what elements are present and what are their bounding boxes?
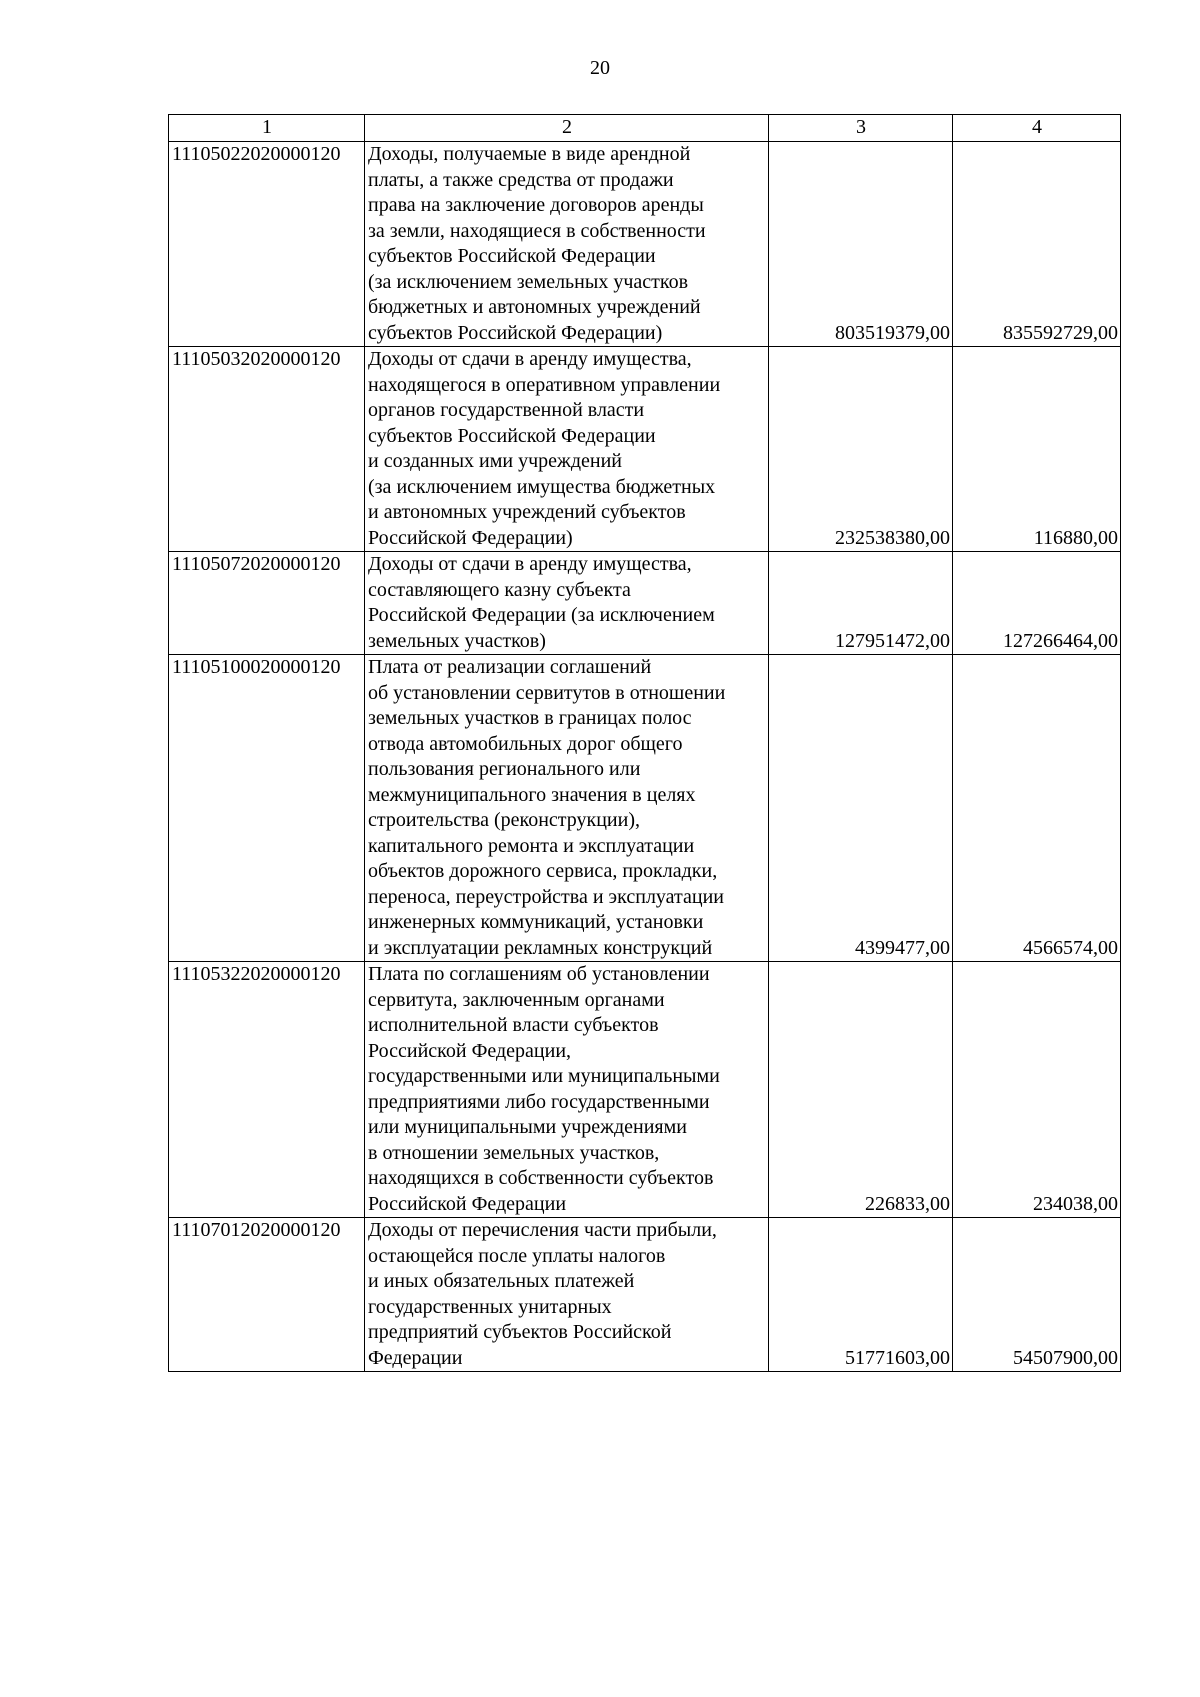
column-header-4: 4: [953, 115, 1121, 142]
table-row: [169, 962, 1121, 1218]
amount-column-3: 803519379,00: [769, 142, 953, 347]
amount-column-4: 54507900,00: [953, 1218, 1121, 1372]
table-row: [169, 347, 1121, 552]
amount-column-4: 4566574,00: [953, 655, 1121, 962]
revenue-code: 11107012020000120: [169, 1218, 365, 1372]
revenue-code: 11105022020000120: [169, 142, 365, 347]
revenue-name: Доходы от сдачи в аренду имущества, находящегося в оперативном управлении органов государственной власти субъектов Российской Федерации и созданных ими учреждений (за исключением имущества бюджетных и автономных учреждений субъектов Российской Федерации): [365, 347, 769, 552]
revenue-table: [168, 114, 1121, 1372]
page-number: 20: [590, 57, 610, 79]
column-header-3: 3: [769, 115, 953, 142]
amount-column-3: 4399477,00: [769, 655, 953, 962]
column-header-1: 1: [169, 115, 365, 142]
revenue-code: 11105100020000120: [169, 655, 365, 962]
table-header-row: [169, 115, 1121, 142]
revenue-code: 11105322020000120: [169, 962, 365, 1218]
revenue-name: Плата по соглашениям об установлении сервитута, заключенным органами исполнительной власти субъектов Российской Федерации, государственными или муниципальными предприятиями либо государственными или муниципальными учреждениями в отношении земельных участков, находящихся в собственности субъектов Российской Федерации: [365, 962, 769, 1218]
amount-column-3: 226833,00: [769, 962, 953, 1218]
column-header-2: 2: [365, 115, 769, 142]
revenue-code: 11105072020000120: [169, 552, 365, 655]
table-row: [169, 142, 1121, 347]
amount-column-4: 234038,00: [953, 962, 1121, 1218]
revenue-name: Доходы от перечисления части прибыли, остающейся после уплаты налогов и иных обязательных платежей государственных унитарных предприятий субъектов Российской Федерации: [365, 1218, 769, 1372]
amount-column-3: 51771603,00: [769, 1218, 953, 1372]
amount-column-4: 835592729,00: [953, 142, 1121, 347]
amount-column-4: 116880,00: [953, 347, 1121, 552]
revenue-name: Плата от реализации соглашений об установлении сервитутов в отношении земельных участков в границах полос отвода автомобильных дорог общего пользования регионального или межмуниципального значения в целях строительства (реконструкции), капитального ремонта и эксплуатации объектов дорожного сервиса, прокладки, переноса, переустройства и эксплуатации инженерных коммуникаций, установки и эксплуатации рекламных конструкций: [365, 655, 769, 962]
table-row: [169, 655, 1121, 962]
revenue-name: Доходы от сдачи в аренду имущества, составляющего казну субъекта Российской Федерации (за исключением земельных участков): [365, 552, 769, 655]
amount-column-3: 232538380,00: [769, 347, 953, 552]
revenue-code: 11105032020000120: [169, 347, 365, 552]
revenue-name: Доходы, получаемые в виде арендной платы, а также средства от продажи права на заключение договоров аренды за земли, находящиеся в собственности субъектов Российской Федерации (за исключением земельных участков бюджетных и автономных учреждений субъектов Российской Федерации): [365, 142, 769, 347]
table-row: [169, 552, 1121, 655]
amount-column-4: 127266464,00: [953, 552, 1121, 655]
amount-column-3: 127951472,00: [769, 552, 953, 655]
table-row: [169, 1218, 1121, 1372]
